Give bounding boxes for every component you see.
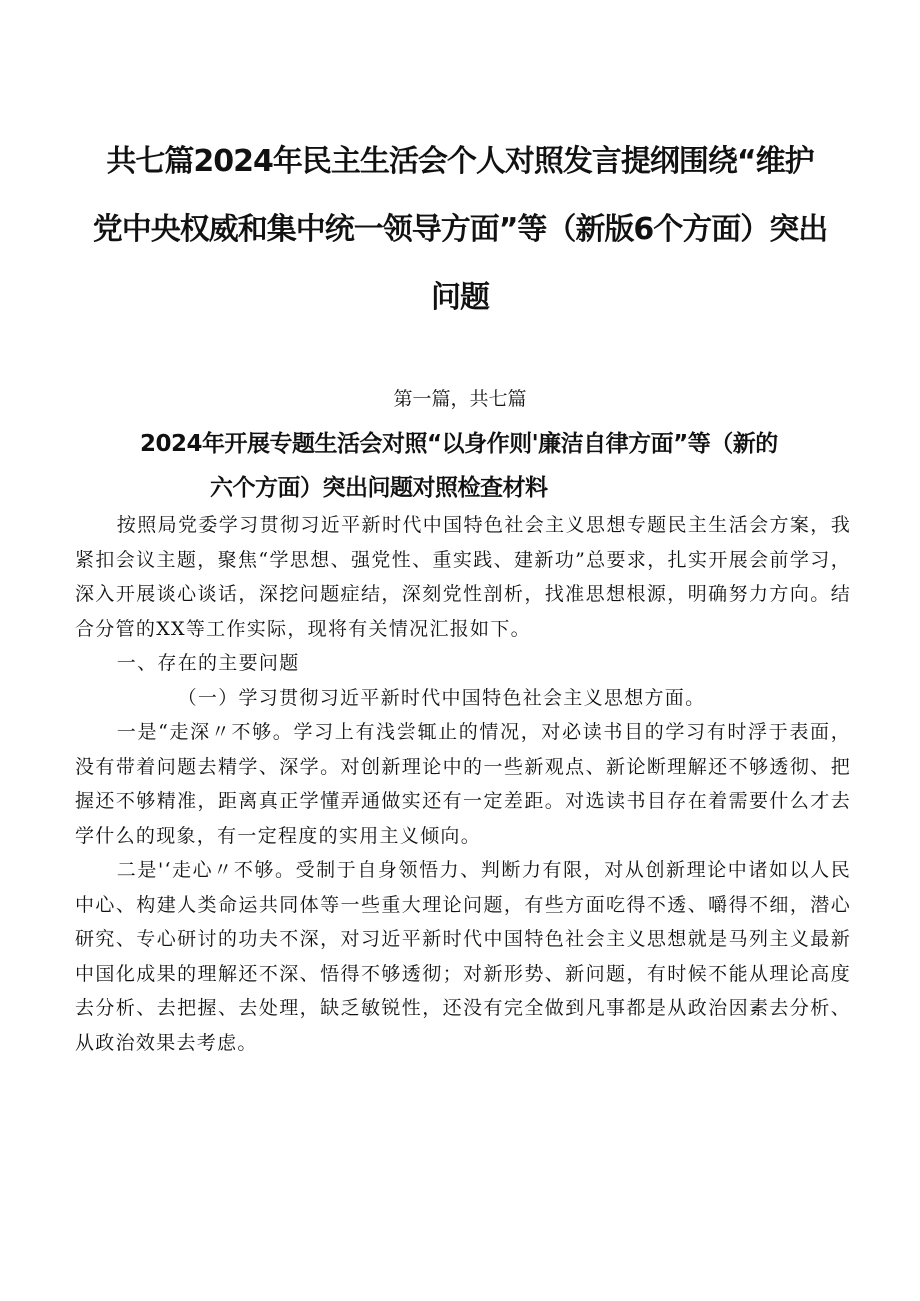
document-body	[75, 508, 851, 1060]
body-paragraph-2: 二是'‘走心〃不够。受制于自身领悟力、判断力有限，对从创新理论中诸如以人民中心、构建人类命运共同体等一些重大理论问题，有些方面吃得不透、嚼得不细，潜心研究、专心研讨的功夫不深，对习近平新时代中国特色社会主义思想就是马列主义最新中国化成果的理解还不深、悟得不够透彻；对新形势、新问题，有时候不能从理论高度去分析、去把握、去处理，缺乏敏锐性，还没有完全做到凡事都是从政治因素去分析、从政治效果去考虑。	[75, 859, 851, 1054]
main-title-line-1: 共七篇2024年民主生活会个人对照发言提纲围绕“维护	[106, 144, 814, 179]
section-subhead: 第一篇，共七篇	[393, 388, 527, 410]
intro-paragraph: 按照局党委学习贯彻习近平新时代中国特色社会主义思想专题民主生活会方案，我紧扣会议主题，聚焦“学思想、强党性、重实践、建新功”总要求，扎实开展会前学习，深入开展谈心谈话，深挖问题症结，深刻党性剖析，找准思想根源，明确努力方向。结合分管的XX等工作实际，现将有关情况汇报如下。	[75, 514, 851, 640]
body-paragraph-1: 一是“走深〃不够。学习上有浅尝辄止的情况，对必读书目的学习有时浮于表面，没有带着问题去精学、深学。对创新理论中的一些新观点、新论断理解还不够透彻、把握还不够精准，距离真正学懂弄通做实还有一定差距。对选读书目存在着需要什么才去学什么的现象，有一定程度的实用主义倾向。	[75, 721, 851, 847]
subsection-heading: （一）学习贯彻习近平新时代中国特色社会主义思想方面。	[177, 686, 706, 709]
main-title	[60, 128, 860, 332]
section-heading: 一、存在的主要问题	[116, 652, 300, 674]
main-title-line-3: 问题	[431, 280, 489, 315]
doc-title	[100, 422, 860, 510]
main-title-line-2: 党中央权威和集中统一领导方面”等（新版6个方面）突出	[92, 212, 828, 247]
doc-title-line-2: 六个方面）突出问题对照检查材料	[210, 475, 548, 501]
doc-title-line-1: 2024年开展专题生活会对照“以身作则'廉洁自律方面”等（新的	[140, 431, 778, 457]
